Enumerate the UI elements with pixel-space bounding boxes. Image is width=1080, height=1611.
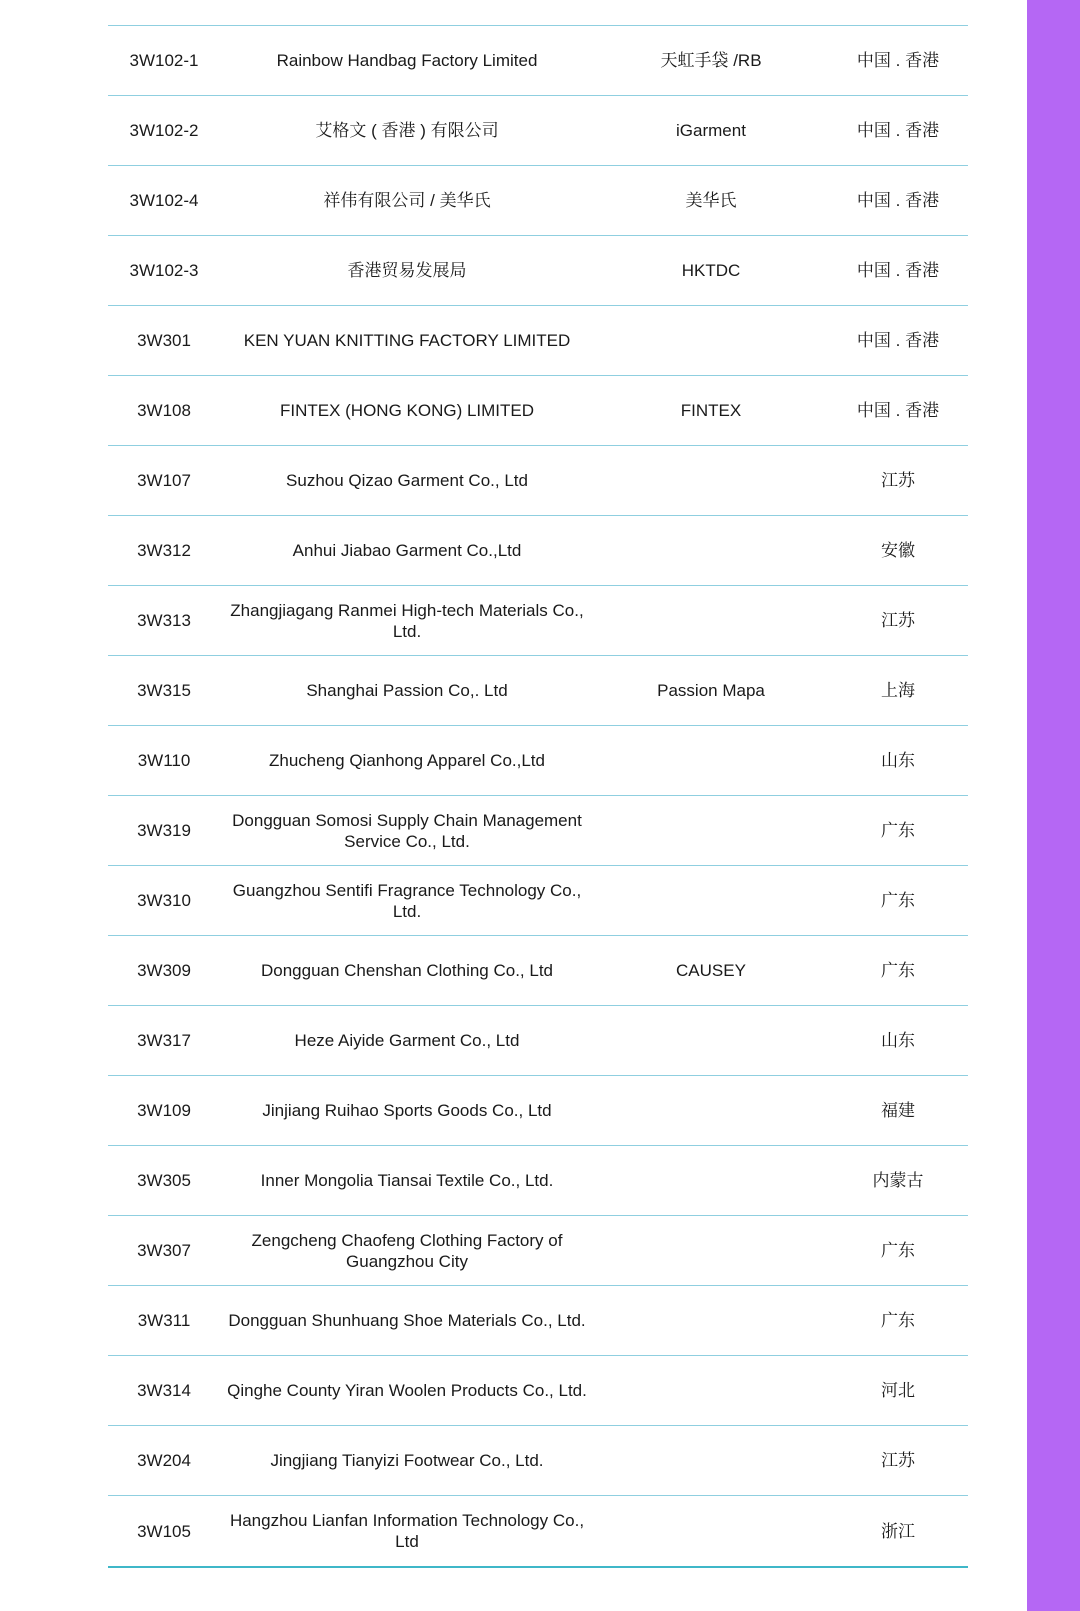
booth-number: 3W102-2 <box>129 121 199 140</box>
booth-number: 3W310 <box>137 891 191 910</box>
table-row <box>108 726 968 796</box>
booth-number: 3W102-3 <box>129 261 199 280</box>
table-row <box>108 376 968 446</box>
booth-number: 3W105 <box>137 1521 191 1541</box>
booth-number: 3W204 <box>137 1451 191 1470</box>
region: 浙江 <box>881 1521 915 1541</box>
company-name: Rainbow Handbag Factory Limited <box>276 51 538 70</box>
region: 广东 <box>881 821 915 840</box>
region: 江苏 <box>881 1451 915 1470</box>
booth-number: 3W109 <box>137 1101 191 1120</box>
table-row <box>108 236 968 306</box>
exhibitor-table <box>108 25 968 1568</box>
company-name: Inner Mongolia Tiansai Textile Co., Ltd. <box>260 1171 554 1190</box>
company-name: 祥伟有限公司 / 美华氏 <box>323 191 491 210</box>
brand-name: HKTDC <box>681 261 741 280</box>
region: 中国 . 香港 <box>856 191 940 210</box>
region: 河北 <box>881 1381 915 1400</box>
region: 山东 <box>881 751 915 770</box>
company-name: Dongguan Somosi Supply Chain Management Service Co., Ltd. <box>232 810 582 851</box>
company-name: Hangzhou Lianfan Information Technology Co., Ltd <box>229 1511 585 1551</box>
brand-name: CAUSEY <box>676 961 746 980</box>
company-name: Jinjiang Ruihao Sports Goods Co., Ltd <box>262 1101 552 1120</box>
side-stripe <box>1027 0 1080 1611</box>
table-row <box>108 306 968 376</box>
region: 内蒙古 <box>872 1171 924 1190</box>
company-name: Zengcheng Chaofeng Clothing Factory of Guangzhou City <box>251 1230 563 1271</box>
brand-name: Passion Mapa <box>657 681 765 700</box>
table-row <box>108 166 968 236</box>
table-row <box>108 516 968 586</box>
region: 江苏 <box>881 471 915 490</box>
table-row <box>108 656 968 726</box>
table-row <box>108 446 968 516</box>
table-row <box>108 1216 968 1286</box>
table-row <box>108 1356 968 1426</box>
booth-number: 3W107 <box>137 471 191 490</box>
booth-number: 3W309 <box>137 961 191 980</box>
brand-name: 天虹手袋 /RB <box>660 51 762 70</box>
table-row <box>108 1146 968 1216</box>
company-name: Shanghai Passion Co,. Ltd <box>306 681 508 700</box>
region: 中国 . 香港 <box>856 121 940 140</box>
table-row <box>108 96 968 166</box>
company-name: FINTEX (HONG KONG) LIMITED <box>279 401 535 420</box>
table-row <box>108 866 968 936</box>
table-row <box>108 1496 968 1568</box>
region: 上海 <box>881 681 915 700</box>
table-row <box>108 1076 968 1146</box>
table-row <box>108 1006 968 1076</box>
region: 中国 . 香港 <box>856 331 940 350</box>
company-name: Guangzhou Sentifi Fragrance Technology Co., Ltd. <box>232 880 582 921</box>
brand-name: 美华氏 <box>685 191 737 210</box>
company-name: Suzhou Qizao Garment Co., Ltd <box>286 471 528 490</box>
booth-number: 3W301 <box>137 331 191 350</box>
table-row <box>108 586 968 656</box>
region: 安徽 <box>881 541 915 560</box>
booth-number: 3W315 <box>137 681 191 700</box>
table-row <box>108 1286 968 1356</box>
region: 广东 <box>881 961 915 980</box>
region: 中国 . 香港 <box>856 401 940 420</box>
booth-number: 3W108 <box>137 401 191 420</box>
table-row <box>108 936 968 1006</box>
company-name: Qinghe County Yiran Woolen Products Co., Ltd. <box>227 1381 587 1400</box>
booth-number: 3W319 <box>137 821 191 840</box>
company-name: KEN YUAN KNITTING FACTORY LIMITED <box>243 331 571 350</box>
booth-number: 3W313 <box>137 611 191 630</box>
table-row <box>108 796 968 866</box>
region: 福建 <box>881 1101 915 1120</box>
company-name: Heze Aiyide Garment Co., Ltd <box>294 1031 520 1050</box>
region: 江苏 <box>881 611 915 630</box>
booth-number: 3W312 <box>137 541 191 560</box>
booth-number: 3W305 <box>137 1171 191 1190</box>
booth-number: 3W307 <box>137 1241 191 1260</box>
company-name: 艾格文 ( 香港 ) 有限公司 <box>315 121 499 140</box>
booth-number: 3W317 <box>137 1031 191 1050</box>
company-name: 香港贸易发展局 <box>347 261 467 280</box>
region: 中国 . 香港 <box>856 261 940 280</box>
region: 中国 . 香港 <box>856 51 940 70</box>
company-name: Dongguan Shunhuang Shoe Materials Co., Ltd. <box>228 1311 586 1330</box>
table-row <box>108 1426 968 1496</box>
booth-number: 3W102-4 <box>129 191 199 210</box>
region: 广东 <box>881 1241 915 1260</box>
region: 广东 <box>881 1311 915 1330</box>
booth-number: 3W102-1 <box>129 51 199 70</box>
booth-number: 3W311 <box>137 1311 191 1330</box>
company-name: Jingjiang Tianyizi Footwear Co., Ltd. <box>270 1451 544 1470</box>
region: 广东 <box>881 891 915 910</box>
table-row <box>108 26 968 96</box>
company-name: Zhucheng Qianhong Apparel Co.,Ltd <box>269 751 545 770</box>
region: 山东 <box>881 1031 915 1050</box>
company-name: Dongguan Chenshan Clothing Co., Ltd <box>260 961 554 980</box>
brand-name: iGarment <box>676 121 746 140</box>
company-name: Anhui Jiabao Garment Co.,Ltd <box>292 541 522 560</box>
brand-name: FINTEX <box>680 401 742 420</box>
booth-number: 3W314 <box>137 1381 191 1400</box>
company-name: Zhangjiagang Ranmei High-tech Materials Co., Ltd. <box>230 600 584 641</box>
booth-number: 3W110 <box>137 751 191 770</box>
